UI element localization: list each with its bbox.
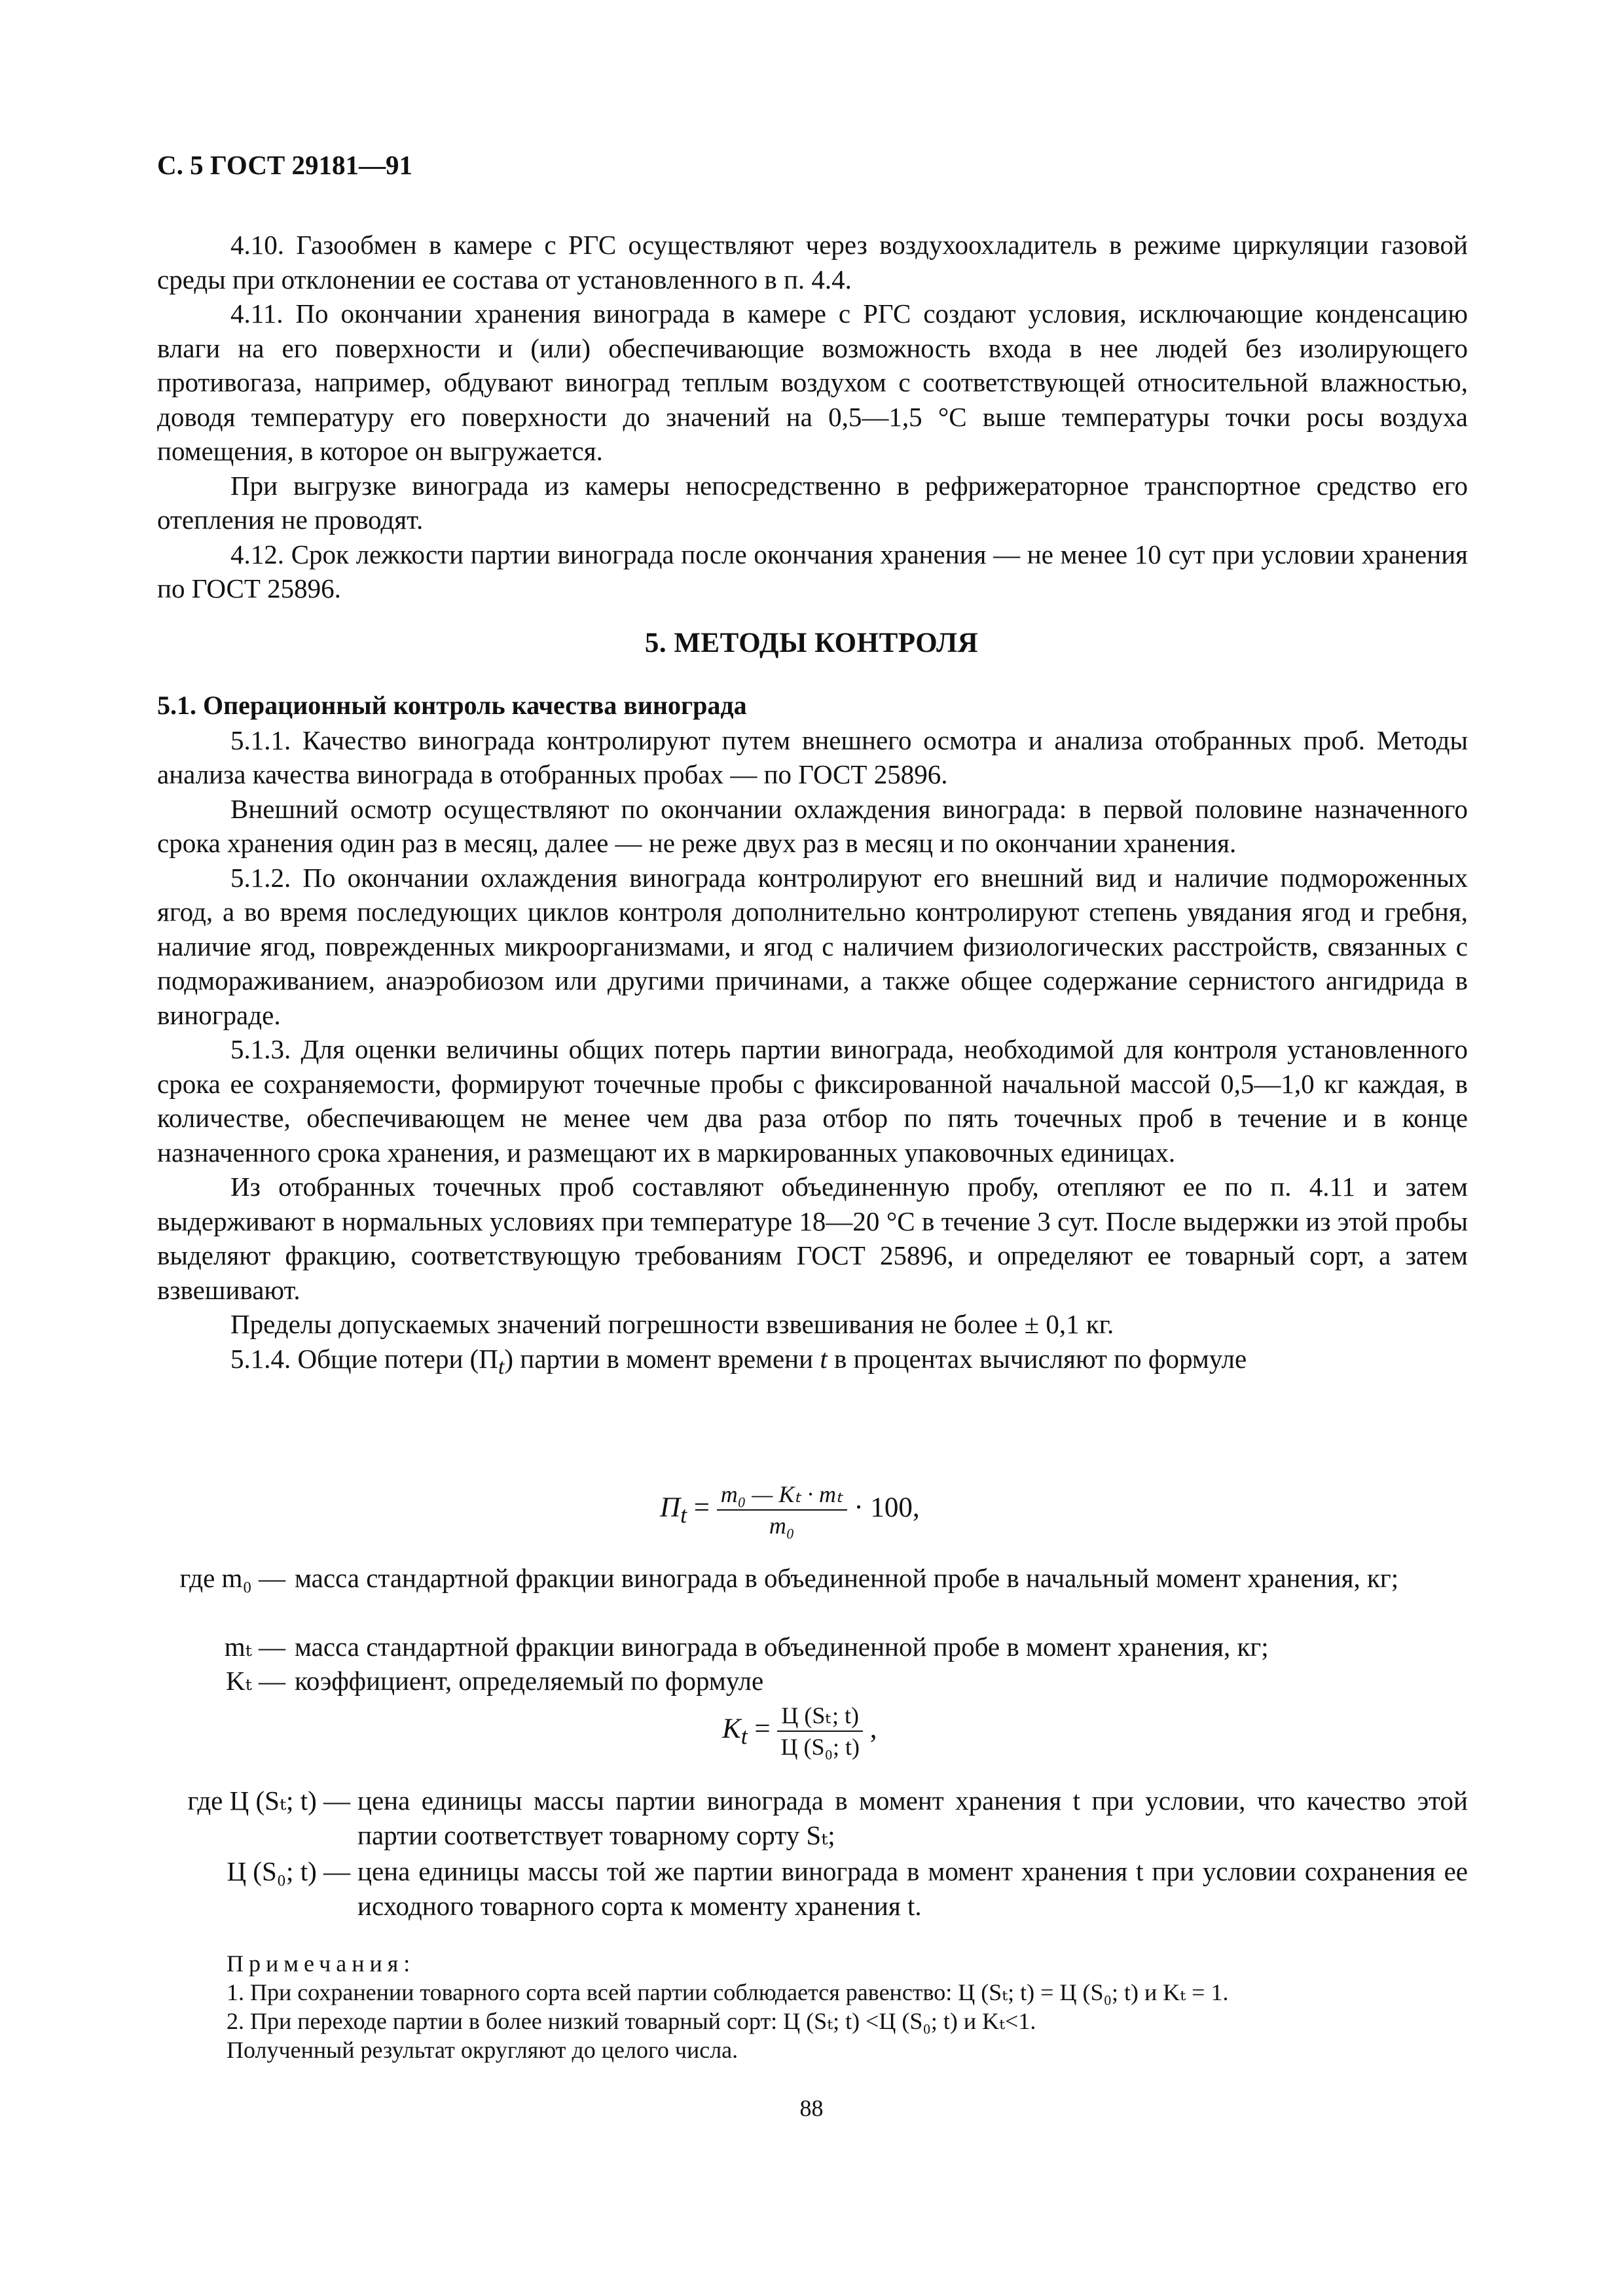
paragraph-4-11: 4.11. По окончании хранения винограда в камере с РГС создают условия, исключающие конденсацию влаги на его поверхности и (или) обеспечивающие возможность входа в нее людей без изолирующего противогаза, например, обдувают виноград теплым воздухом с соответствующей относительной влажностью, доводя температуру его поверхности до значений на 0,5—1,5 °С выше температуры точки росы воздуха помещения, в которое он выгружается. [157,298,1468,466]
paragraph-4-12: 4.12. Срок лежкости партии винограда после окончания хранения — не менее 10 сут при условии хранения по ГОСТ 25896. [157,539,1468,603]
formula1-tail: · 100, [854,1492,920,1523]
section-title: 5. МЕТОДЫ КОНТРОЛЯ [644,628,979,658]
formula1-fraction [717,1480,847,1539]
paragraph-combined-sample: Из отобранных точечных проб составляют объединенную пробу, отепляют ее по п. 4.11 и затем выдерживают в нормальных условиях при температуре 18—20 °С в течение 3 сут. После выдержки из этой пробы выделяют фракцию, соответствующую требованиям ГОСТ 25896, и определяют ее товарный сорт, а затем взвешивают. [157,1172,1468,1305]
def2-label-s0: Ц (S₀; t) — [227,1856,350,1886]
paragraph-5-1-4: 5.1.4. Общие потери $(П_t)$ партии в момент времени t в процентах вычисляют по формуле [230,1343,1247,1379]
def2-text-s0: цена единицы массы той же партии винограда в момент хранения t при условии сохранения ее исходного товарного сорта к моменту хранения t. [357,1856,1468,1921]
formula1-numerator: m₀ — Kₜ · mₜ [717,1480,847,1511]
notes-block [227,1949,1470,2064]
paragraph-5-1-3: 5.1.3. Для оценки величины общих потерь партии винограда, необходимой для контроля установленного срока ее сохраняемости, формируют точечные пробы с фиксированной начальной массой 0,5—1,0 кг каждая, в количестве, обеспечивающем не менее чем два раза отбор по пять точечных проб в течение и в конце назначенного срока хранения, и размещают их в маркированных упаковочных единицах. [157,1034,1468,1168]
note-item-1: 1. При сохранении товарного сорта всей партии соблюдается равенство: Ц (Sₜ; t) = Ц (S₀; t) и Kₜ = 1. [227,1979,1229,2005]
formula2-lhs: K [722,1713,741,1744]
formula2-tail: , [869,1713,877,1744]
paragraph-inspection: Внешний осмотр осуществляют по окончании охлаждения винограда: в первой половине назначенного срока хранения один раз в месяц, далее — не реже двух раз в месяц и по окончании хранения. [157,793,1468,858]
formula2-denominator: Ц (S₀; t) [780,1734,860,1760]
notes-title: Примечания: [227,1950,416,1977]
formula2-numerator: Ц (Sₜ; t) [777,1702,863,1732]
page-header: С. 5 ГОСТ 29181—91 [157,150,413,180]
def2-label-st: где Ц (Sₜ; t) — [187,1785,350,1816]
formula1-denominator: m₀ [769,1513,795,1539]
definitions-formula1 [157,1561,1468,1696]
formula1-lhs: П [660,1492,681,1523]
note-item-2: 2. При переходе партии в более низкий товарный сорт: Ц (Sₜ; t) <Ц (S₀; t) и Kₜ<1. [227,2008,1036,2034]
top-paragraphs [157,228,1468,606]
note-item-3: Полученный результат округляют до целого числа. [227,2037,739,2063]
def1-label-mt: mₜ — [224,1632,285,1662]
definitions-formula2 [157,1784,1468,1921]
def1-text-kt: коэффициент, определяемый по формуле [295,1666,764,1696]
formula-coefficient: $K_t$ = $\frac{\text{Ц (Sₜ; t)}}{\text{Ц (S₀; t)}}$ , [722,1702,877,1760]
def1-label-m0: где m₀ — [179,1563,285,1593]
def1-text-mt: масса стандартной фракции винограда в объединенной пробе в момент хранения, кг; [295,1632,1269,1662]
def2-text-st: цена единицы массы партии винограда в момент хранения t при условии, что качество этой партии соответствует товарному сорту Sₜ; [357,1785,1468,1850]
page-number: 88 [799,2095,824,2121]
paragraph-unloading: При выгрузке винограда из камеры непосредственно в рефрижераторное транспортное средство его отепления не проводят. [157,470,1468,535]
subsection-title: 5.1. Операционный контроль качества винограда [157,691,747,720]
paragraph-weighing-error: Пределы допускаемых значений погрешности взвешивания не более ± 0,1 кг. [230,1309,1114,1339]
paragraph-5-1-2: 5.1.2. По окончании охлаждения винограда контролируют его внешний вид и наличие подмороженных ягод, а во время последующих циклов контроля дополнительно контролируют степень увядания ягод и гребня, наличие ягод, поврежденных микроорганизмами, и ягод с наличием физиологических расстройств, связанных с подмораживанием, анаэробиозом или другими причинами, а также общее содержание сернистого ангидрида в винограде. [157,862,1468,1030]
def1-text-m0: масса стандартной фракции винограда в объединенной пробе в начальный момент хранения, кг; [295,1563,1399,1593]
paragraph-5-1-1: 5.1.1. Качество винограда контролируют путем внешнего осмотра и анализа отобранных проб. Методы анализа качества винограда в отобранных пробах — по ГОСТ 25896. [157,725,1468,789]
formula-total-losses: $П_t$ = $\frac{\text{m₀ — Kₜ · mₜ}}{\text{m₀}}$ · 100, [660,1481,920,1539]
formula2-fraction [777,1702,863,1761]
main-paragraphs [157,689,1468,1384]
paragraph-4-10: 4.10. Газообмен в камере с РГС осуществляют через воздухоохладитель в режиме циркуляции газовой среды при отклонении ее состава от установленного в п. 4.4. [157,230,1468,295]
def1-label-kt: Kₜ — [226,1666,285,1696]
